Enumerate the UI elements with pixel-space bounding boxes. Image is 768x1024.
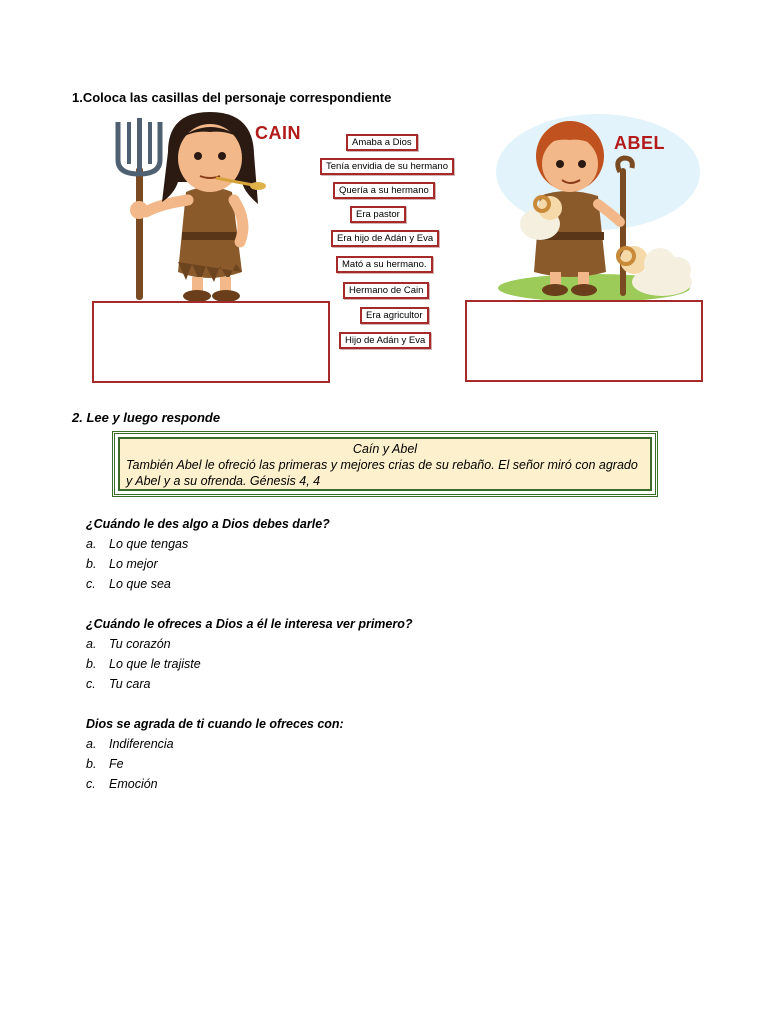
tag-era-agricultor[interactable]: Era agricultor [360,307,429,324]
option-letter: c. [86,577,96,591]
option-letter: c. [86,777,96,791]
option-letter: b. [86,557,97,571]
option-letter: a. [86,737,97,751]
option-letter: a. [86,637,97,651]
cain-answer-box[interactable] [92,301,330,383]
option-text: Tu corazón [109,637,171,651]
option-text: Tu cara [109,677,151,691]
q3-option-a[interactable] [86,737,174,751]
abel-label: ABEL [614,133,665,153]
option-text: Indiferencia [109,737,174,751]
q2-option-c[interactable] [86,677,150,691]
tag-hijo-adan-eva[interactable]: Hijo de Adán y Eva [339,332,431,349]
section2-title: 2. Lee y luego responde [72,410,221,425]
q1-option-c[interactable] [86,577,171,591]
option-text: Lo mejor [109,557,158,571]
tag-amaba-a-dios[interactable]: Amaba a Dios [346,134,418,151]
tag-era-pastor[interactable]: Era pastor [350,206,406,223]
tag-hermano-cain[interactable]: Hermano de Cain [343,282,429,299]
option-text: Lo que tengas [109,537,189,551]
tag-era-hijo-adan-eva[interactable]: Era hijo de Adán y Eva [331,230,439,247]
q2-option-a[interactable] [86,637,171,651]
question-1: ¿Cuándo le des algo a Dios debes darle? [86,517,330,531]
option-letter: a. [86,537,97,551]
q1-option-b[interactable] [86,557,158,571]
option-text: Lo que le trajiste [109,657,201,671]
reading-box [112,431,658,497]
option-text: Lo que sea [109,577,171,591]
tag-queria-hermano[interactable]: Quería a su hermano [333,182,435,199]
reading-text: También Abel le ofreció las primeras y mejores crias de su rebaño. El señor miró con agrado y Abel y a su ofrenda. Génesis 4, 4 [126,458,638,488]
reading-title: Caín y Abel [352,442,418,456]
option-letter: b. [86,757,97,771]
question-3: Dios se agrada de ti cuando le ofreces con: [86,717,344,731]
abel-answer-box[interactable] [465,300,703,382]
q3-option-b[interactable] [86,757,124,771]
q2-option-b[interactable] [86,657,201,671]
tag-envidia-hermano[interactable]: Tenía envidia de su hermano [320,158,454,175]
q1-option-a[interactable] [86,537,188,551]
option-letter: b. [86,657,97,671]
option-text: Fe [109,757,124,771]
tag-mato-hermano[interactable]: Mató a su hermano. [336,256,433,273]
question-2: ¿Cuándo le ofreces a Dios a él le interesa ver primero? [86,617,413,631]
section1-title: 1.Coloca las casillas del personaje correspondiente [72,90,392,105]
q3-option-c[interactable] [86,777,158,791]
option-text: Emoción [109,777,158,791]
option-letter: c. [86,677,96,691]
abel-illustration [494,112,700,302]
cain-label: CAIN [255,123,301,143]
